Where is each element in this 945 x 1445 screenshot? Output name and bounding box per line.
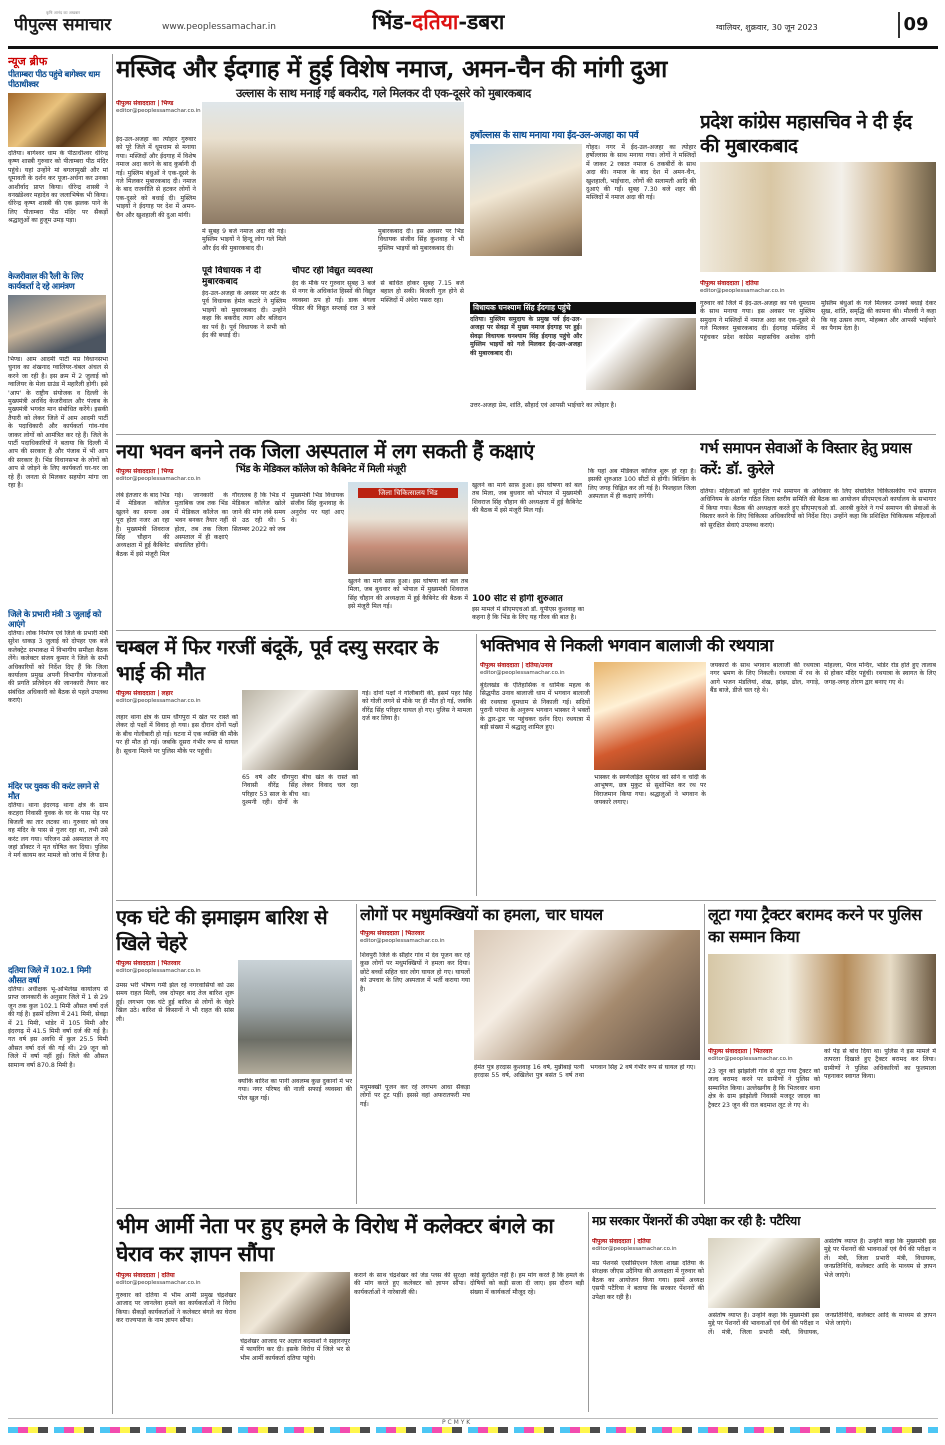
s10-body: गुरुवार को दतिया में भीम आर्मी प्रमुख चंद्रशेखर आजाद पर जानलेवा हमले का कार्यकर्ताओं ने विरोध किया। सैकड़ों कार्यकर्ताओं ने कलेक्टर बंगले का घेराव कर राज्यपाल के नाम ज्ञापन सौंपा। [116, 1292, 236, 1325]
story-tractor [708, 904, 936, 1204]
brief-head-3: जिले के प्रभारी मंत्री 3 जुलाई को आएंगे [8, 610, 101, 630]
s3-sub-body: इस मामले में सीएमएचओ डॉ. यूपीएस कुशवाह का कहना है कि भिंड के लिए यह गौरव की बात है। [472, 606, 584, 622]
column-divider [112, 54, 113, 1414]
s3-place: भिण्ड [161, 468, 174, 475]
s6-email[interactable]: editor@peoplessamachar.co.in [480, 670, 565, 676]
s3-col2: गौरतलब है कि भिंड में मेडिकल कॉलेज खोले जाने की मांग लंबे समय से उठ रही थी। 5 सितम्बर 2022 को जब मुख्यमंत्री भिंड विधायक संजीव सिंह कुशवाह के अनुरोध पर यहां आए थे। [232, 492, 344, 533]
s1c-box [470, 130, 696, 430]
column-divider-2 [476, 634, 477, 896]
s9-byline: पीपुल्स संवाददाता [708, 1048, 748, 1055]
s1-photo-cap: मुबारकबाद दी। इस अवसर पर भिंड विधायक संजीव सिंह कुशवाह ने भी मुस्लिम भाइयों को मुबारकबाद दी। [378, 228, 464, 252]
s8-place: भितरवार [405, 930, 425, 937]
s9-photo [708, 954, 936, 1044]
rule-h1 [116, 434, 936, 435]
s3-byline: पीपुल्स संवाददाता [116, 468, 156, 475]
s6-byline: पीपुल्स संवाददाता [480, 662, 520, 669]
s10-byline: पीपुल्स संवाददाता [116, 1272, 156, 1279]
s11-headline: मप्र सरकार पेंशनरों की उपेक्षा कर रही है: पटैरिया [592, 1213, 800, 1228]
brief-body-2: भिण्ड। आम आदमी पार्टी मप्र विधानसभा चुनाव का शंखनाद ग्वालियर-चंबल अंचल से करने जा रही है। इस क्रम में 2 जुलाई को ग्वालियर के मेला ग्राउंड में महारैली होगी। इसे 'आप' के राष्ट्रीय संयोजक व दिल्ली के मुख्यमंत्री अरविंद केजरीवाल और पंजाब के मुख्यमंत्री भगवंत मान संबोधित करेंगे। इसकी तैयारी को लेकर जिले में आम आदमी पार्टी के पदाधिकारी और कार्यकर्ता गांव-गांव जाकर लोगों को आमंत्रित कर रहे हैं। जिले के पार्टी पदाधिकारियों ने बताया कि दिल्ली में आप की सरकार है और पंजाब में भी आप की सरकार है। भिंड विधानसभा के लोगों को आप से जोड़ने के लिए कार्यकर्ता घर-घर जा रहे हैं। जनता से मिलकर सहयोग मांगा जा रहा है। [8, 356, 108, 490]
s1-byline: पीपुल्स संवाददाता [116, 100, 156, 107]
s6-col3: जयकारों के साथ भगवान बालाजी की रथयात्रा नगर भ्रमण के लिए निकली। रथयात्रा में रथ के आगे भजन मंडलियां, शंख, झांझ, ढोल, नगाड़े, बैंड बाजे, डीजे चल रहे थे। [710, 662, 820, 695]
s1b-sub: चौपट रही विद्युत व्यवस्था [292, 266, 373, 276]
story-bhim-army [116, 1212, 584, 1412]
newsbrief-label: न्यूज ब्रीफ [8, 55, 48, 68]
s9-col2: को पेड़ से बांध दिया था। पुलिस ने इस मामले में तत्परता दिखाते हुए ट्रैक्टर बरामद कर लिया। ग्रामीणों ने पुलिस अधिकारियों का फूलमाला पहनाकर स्वागत किया। [824, 1048, 936, 1081]
s1-sub: पूर्व विधायक ने दी मुबारकबाद [202, 266, 261, 287]
s11-photo [708, 1238, 820, 1308]
s7-photo [238, 960, 352, 1074]
s1-place: भिण्ड [161, 100, 174, 107]
color-strip [8, 1427, 938, 1433]
s5-headline: चम्बल में फिर गरजीं बंदूकें, पूर्व दस्यु सरदार के भाई की मौत [116, 635, 438, 685]
masthead-logo[interactable] [14, 10, 154, 38]
s4-headline: गर्भ समापन सेवाओं के विस्तार हेतु प्रयास करें: डॉ. कुरेले [700, 439, 912, 478]
s1c-photo [470, 144, 582, 256]
s10-meta: पीपुल्स संवाददाता | दतिया editor@peoplessamachar.co.in [116, 1272, 236, 1287]
s9-email[interactable]: editor@peoplessamachar.co.in [708, 1056, 793, 1062]
logo-tag: कृषि आनंद का अखबार [46, 10, 81, 15]
s5-photo [242, 690, 358, 770]
s6-photo [594, 662, 706, 770]
s7-meta: पीपुल्स संवाददाता | भितरवार editor@peoplessamachar.co.in [116, 960, 236, 975]
story-bees [360, 904, 700, 1204]
section-title [372, 8, 582, 38]
cmyk-codes: P C M Y K [438, 1419, 474, 1426]
website[interactable]: www.peoplessamachar.in [162, 22, 276, 32]
brief-head-4: मंदिर पर युवक की करंट लगने से मौत [8, 782, 99, 802]
newsbrief-column [8, 54, 108, 1414]
masthead-rule [8, 46, 938, 49]
s10-col2: चंद्रशेखर आजाद पर अज्ञात बदमाशों ने सहारनपुर में फायरिंग कर दी। इसके विरोध में जिले भर से भीम आर्मी कार्यकर्ता दतिया पहुंचे। [240, 1338, 350, 1362]
section-part-2: दतिया [412, 9, 459, 34]
page-number: 09 [898, 12, 932, 38]
s5-email[interactable]: editor@peoplessamachar.co.in [116, 698, 201, 704]
s8-col3: मधुमक्खी पूजन कर रहे लगभग आधा सैकड़ा लोगों पर टूट पड़ीं। इससे वहां अफरातफरी मच गई। [360, 1084, 470, 1108]
s2-meta: पीपुल्स संवाददाता | दतिया editor@peoplessamachar.co.in [700, 280, 820, 295]
column-divider-3 [356, 904, 357, 1204]
story-medical [116, 438, 696, 626]
s1c-desc [470, 260, 696, 306]
s3-col4: कि यहां अब मेडिकल कॉलेज शुरू हो रहा है। इसकी शुरुआत 100 सीटों से होगी। बिल्डिंग के लिए जगह चिह्नित कर ली गई है। फिलहाल जिला अस्पताल में ही कक्षाएं लगेंगी। [588, 468, 696, 501]
column-divider-4 [704, 904, 705, 1204]
s8-headline: लोगों पर मधुमक्खियों का हमला, चार घायल [360, 905, 603, 924]
s7-headline: एक घंटे की झमाझम बारिश से खिले चेहरे [116, 905, 328, 955]
dateline: ग्वालियर, शुक्रवार, 30 जून 2023 [716, 23, 818, 32]
s3-body: लंबे इंतजार के बाद भिंड में मेडिकल कॉलेज खुलने का सपना अब पूरा होता नजर आ रहा है। मुख्यमंत्री शिवराज सिंह चौहान की अध्यक्षता में हुई कैबिनेट बैठक में इसे मंजूरी मिल गई। जानकारी के मुताबिक जब तक भिंड में मेडिकल कॉलेज का भवन बनकर तैयार नहीं होता, तब तक जिला अस्पताल में ही कक्षाएं संचालित होंगी। [116, 492, 228, 558]
s3-photo-hospital [348, 482, 468, 574]
s8-byline: पीपुल्स संवाददाता [360, 930, 400, 937]
story-chambal [116, 634, 472, 896]
s8-meta: पीपुल्स संवाददाता | भितरवार editor@peoplessamachar.co.in [360, 930, 480, 945]
s2-photo [700, 162, 936, 272]
s11-col2: असंतोष व्याप्त है। उन्होंने कहा कि मुख्यमंत्री इस मुद्दे पर पेंशनरों की भावनाओं एवं धैर्य की परीक्षा न लें। मंत्री, जिला प्रभारी मंत्री, विधायक, जनप्रतिनिधि, कलेक्टर आदि के माध्यम से ज्ञापन भेजे जाएंगे। [708, 1312, 936, 1336]
s11-meta: पीपुल्स संवाददाता | दतिया editor@peoplessamachar.co.in [592, 1238, 712, 1253]
section-part-3: -डबरा [458, 9, 505, 34]
s7-email[interactable]: editor@peoplessamachar.co.in [116, 968, 201, 974]
s3-meta: पीपुल्स संवाददाता | भिण्ड editor@peoplessamachar.co.in [116, 468, 234, 483]
s6-place: दतिया/उनाव [525, 662, 553, 669]
s10-photo [240, 1272, 350, 1334]
s3-email[interactable]: editor@peoplessamachar.co.in [116, 476, 201, 482]
s6-headline: भक्तिभाव से निकली भगवान बालाजी की रथयात्रा [480, 636, 773, 656]
s2-body: गुरुवार को जिले में ईद-उल-अजहा का पर्व धूमधाम के साथ मनाया गया। इस अवसर पर मुस्लिम समुदाय ने मस्जिदों में नमाज अदा कर एक-दूसरे से गले मिलकर मुबारकबाद दी। ईदगाह मस्जिद में पहुंचकर प्रदेश कांग्रेस महासचिव अशोक दांगी मुस्लिम बंधुओं के गले मिलकर उनको बधाई देकर सुख, शांति, समृद्धि की कामना की। मौलवी ने कहा कि यह उत्सव त्याग, मोहब्बत और आपसी भाईचारे का पैगाम देता है। [700, 300, 936, 341]
s11-col2-top: असंतोष व्याप्त है। उन्होंने कहा कि मुख्यमंत्री इस मुद्दे पर पेंशनरों की भावनाओं एवं धैर्य की परीक्षा न लें। मंत्री, जिला प्रभारी मंत्री, विधायक, जनप्रतिनिधि, कलेक्टर आदि के माध्यम से ज्ञापन भेजे जाएंगे। [824, 1238, 936, 1279]
s1-col2: में सुबह 9 बजे नमाज अदा की गई। मुस्लिम भाइयों ने हिन्दू लोग गले मिले और ईद की मुबारकबाद दी। [202, 228, 286, 252]
s6-meta: पीपुल्स संवाददाता | दतिया/उनाव editor@peoplessamachar.co.in [480, 662, 600, 677]
s10-email[interactable]: editor@peoplessamachar.co.in [116, 1280, 201, 1286]
s7-col2: क्योंकि बारिश का पानी अवलम्ब कुछ दुकानों में भर गया। नगर परिषद की नाली सफाई व्यवस्था की पोल खुल गई। [238, 1078, 352, 1102]
s11-byline: पीपुल्स संवाददाता [592, 1238, 632, 1245]
section-part-1: भिंड- [372, 9, 413, 34]
s5-byline: पीपुल्स संवाददाता [116, 690, 156, 697]
s2-headline: प्रदेश कांग्रेस महासचिव ने दी ईद की मुबारकबाद [700, 111, 912, 157]
brief-body-3: दतिया। लोक निर्माण एवं जिले के प्रभारी मंत्री सुरेश धाकड़ 3 जुलाई को दोपहर एक बजे कलेक्ट्रेट सभाकक्ष में विभागीय समीक्षा बैठक लेंगे। कलेक्टर संजय कुमार ने जिले के सभी अधिकारियों को निर्देश दिए हैं कि जिला कार्यालय प्रमुख अपनी विभागीय योजनाओं की प्रगति प्रतिवेदन की जानकारी तैयार कर संबंधित अधिकारी को बैठक से पहले उपलब्ध कराएं। [8, 630, 108, 705]
s7-body: उमस भरी भीषण गर्मी झेल रहे नगरवासियों को उस समय राहत मिली, जब दोपहर बाद तेज बारिश शुरू हुई। लगभग एक घंटे हुई बारिश से लोगों के चेहरे खिल उठे। बारिश से किसानों ने भी राहत की सांस ली। [116, 982, 234, 1023]
s1-headline: मस्जिद और ईदगाह में हुई विशेष नमाज, अमन-चैन की मांगी दुआ [116, 54, 667, 83]
s1c-body: गोहद। नगर में ईद-उल-अजहा का त्योहार हर्षोल्लास के साथ मनाया गया। लोगों ने मस्जिदों में जाकर 2 रकात नमाज 6 तकबीरों के साथ अदा की। नमाज के बाद देश में अमन-चैन, खुशहाली, भाईचारा, लोगों की सलामती आदि की दुआएं की गईं। सुबह 7.30 बजे शहर की मस्जिदों में नमाज अदा की गई। [586, 144, 696, 202]
rule-h3 [116, 900, 936, 901]
s10-col4: कोई सुरक्षित नहीं है। हम मांग करते हैं कि हमले के दोषियों को कड़ी सजा दी जाए। इस दौरान बड़ी संख्या में कार्यकर्ता मौजूद रहे। [470, 1272, 584, 1296]
s8-photo [474, 930, 700, 1060]
s1c-head: हर्षोल्लास के साथ मनाया गया ईद-उल-अजहा का पर्व [470, 130, 639, 141]
s11-body: मप्र पेंशनर्स एसोसिएशन जिला शाखा दतिया के संरक्षक जीएस उदैनिया की अध्यक्षता में गुरुवार को बैठक का आयोजन किया गया। इसमें अध्यक्ष एसपी पटैरिया ने बताया कि सरकार पेंशनरों की उपेक्षा कर रही है। [592, 1260, 704, 1301]
s1c-photo-2 [586, 318, 696, 390]
s2-byline: पीपुल्स संवाददाता [700, 280, 740, 287]
s9-place: भितरवार [753, 1048, 773, 1055]
s3-col3b: खुलने का मार्ग साफ़ हुआ। इस घोषणा को बल तब मिला, जब बुधवार को भोपाल में मुख्यमंत्री शिवराज सिंह चौहान की अध्यक्षता में हुई कैबिनेट की बैठक में इसे मंजूरी मिल गई। [472, 482, 582, 515]
s2-email[interactable]: editor@peoplessamachar.co.in [700, 288, 785, 294]
s3-deck: भिंड के मेडिकल कॉलेज को कैबिनेट में मिली मंजूरी [236, 464, 406, 475]
paper-name: पीपुल्स समाचार [14, 15, 112, 35]
s10-headline: भीम आर्मी नेता पर हुए हमले के विरोध में कलेक्टर बंगले का घेराव कर ज्ञापन सौंपा [116, 1213, 554, 1266]
s6-body: बुंदेलखंड के ऐतिहासिक व धार्मिक महत्व के सिद्धपीठ उनाव बालाजी धाम में भगवान बालाजी की रथयात्रा धूमधाम से निकाली गई। सदियों पुरानी परंपरा के अनुरूप भगवान भास्कर ने भक्तों के द्वार-द्वार पर पहुंचकर दर्शन दिए। रथयात्रा में बड़ी संख्या में श्रद्धालु शामिल हुए। [480, 682, 590, 732]
s1c-caption-body: दतिया। मुस्लिम समुदाय के प्रमुख पर्व ईद-उल-अजहा पर सेवढ़ा में मुख्य नमाज ईदगाह पर हुई। सेवढ़ा विधायक घनश्याम सिंह ईदगाह पहुंचे और मुस्लिम भाइयों को गले मिलकर ईद-उल-अजहा की मुबारकबाद दी। [470, 316, 582, 357]
s6-col2: भास्कर के स्वर्णजड़ित सूर्यरथ को सोने व चांदी के आभूषण, छत्र मुकुट से सुशोभित कर रथ पर विराजमान किया गया। श्रद्धालुओं ने भगवान के जयकारे लगाए। [594, 774, 706, 807]
s9-body: 23 जून को झांझोली गांव से लूटा गया ट्रैक्टर को जल्द बरामद करने पर ग्रामीणों ने पुलिस को सम्मानित किया। उल्लेखनीय है कि भितरवार थाना क्षेत्र के ग्राम झांझोली निवासी मजदूर जादव का ट्रैक्टर 23 जून की रात बदमाश लूट ले गए थे। [708, 1068, 820, 1109]
s5-col2: 65 वर्ष और धौंगपुरा निवासी वीरेंद्र सिंह परिहार 53 साल के बीच दुश्मनी रही। दोनों के बीच खेत के रास्ते को लेकर विवाद चल रहा था। [242, 774, 358, 807]
s3-headline: नया भवन बनने तक जिला अस्पताल में लग सकती हैं कक्षाएं [116, 439, 534, 463]
s5-body: लहार थाना क्षेत्र के ग्राम धौंगपुरा में खेत पर रास्ते को लेकर दो पक्षों में विवाद हो गया। इस दौरान दोनों पक्षों के बीच गोलीबारी हो गई। घटना में एक व्यक्ति की मौके पर ही मौत हो गई। जबकि दूसरा गंभीर रूप से घायल है। सूचना मिलने पर पुलिस मौके पर पहुंची। [116, 714, 238, 755]
s11-email[interactable]: editor@peoplessamachar.co.in [592, 1246, 677, 1252]
s5-meta: पीपुल्स संवाददाता | लहार editor@peoplessamachar.co.in [116, 690, 236, 705]
s10-col3: कराने के साथ चंद्रशेखर को जेड प्लस की सुरक्षा की मांग करते हुए कलेक्टर को ज्ञापन सौंपा। कार्यकर्ताओं ने नारेबाजी की। [354, 1272, 466, 1296]
s3-sign: जिला चिकित्सालय भिंड [358, 488, 458, 498]
s8-email[interactable]: editor@peoplessamachar.co.in [360, 938, 445, 944]
s9-headline: लूटा गया ट्रैक्टर बरामद करने पर पुलिस का सम्मान किया [708, 905, 922, 946]
story-rain [116, 904, 352, 1204]
s10-place: दतिया [161, 1272, 175, 1279]
s2-place: दतिया [745, 280, 759, 287]
story-cmho [700, 438, 936, 626]
s8-body: शिवपुरी जिले के सीहोर गांव में देव पूजन कर रहे कुछ लोगों पर मधुमक्खियों ने हमला कर दिया। छोटे बच्चों सहित चार लोग घायल हो गए। घायलों को उपचार के लिए अस्पताल में भर्ती कराया गया है। [360, 952, 470, 993]
s6-col4: मोहल्ला, भैरव मन्दिर, भांडेर रोड होते हुए तालाब से होकर मंदिर पहुंची। रथयात्रा के स्वागत के लिए जगह-जगह तोरण द्वार बनाए गए थे। [824, 662, 936, 686]
s1-photo-crowd [202, 102, 464, 224]
brief-head-2: केजरीवाल की रैली के लिए कार्यकर्ता दे रहे आमंत्रण [8, 272, 83, 292]
column-divider-5 [588, 1212, 589, 1412]
story-congress [700, 110, 936, 430]
brief-head-5: दतिया जिले में 102.1 मिमी औसत वर्षा [8, 966, 91, 986]
s1b-body: ईद के मौके पर गुरुवार सुबह 3 बजे से नगर के अधिकांश हिस्सों की विद्युत व्यवस्था ठप हो गई। डाक बंगला फीडर की विद्युत सप्लाई रात 3 बजे से बाधित होकर सुबह 7.15 बजे बहाल हो सकी। बिजली गुल होने से मस्जिदों में अंधेरा पसरा रहा। [292, 280, 464, 313]
s1-deck: उल्लास के साथ मनाई गई बकरीद, गले मिलकर दी एक-दूसरे को मुबारकबाद [236, 86, 531, 100]
s1-body: ईद-उल-अजहा का त्योहार गुरुवार को पूरे जिले में धूमधाम से मनाया गया। मस्जिदों और ईदगाह में विशेष नमाज अदा करने के बाद कुर्बानी दी गई। मुस्लिम बंधुओं ने एक-दूसरे के गले मिलकर मुबारकबाद दी। नमाज के बाद राजनीति से हटकर लोगों ने एक-दूसरे को बधाई दी। मुस्लिम भाइयों ने ईदगाह पर देश में अमन-चैन और खुशहाली की दुआ मांगी। [116, 136, 196, 219]
s1-sub-body: ईद-उल-अजहा के अवसर पर अटेर के पूर्व विधायक हेमंत कटारे ने मुस्लिम भाइयों को मुबारकबाद दी। उन्होंने कहा कि बकरीद त्याग और बलिदान का पर्व है। पूर्व विधायक ने सभी को ईद की बधाई दी। [202, 290, 286, 340]
s5-col3: गई। दोनों पक्षों ने गोलीबारी की, इसमें पहर सिंह को गोली लगने से मौके पर ही मौत हो गई, जबकि वीरेंद्र सिंह परिहार घायल हो गए। पुलिस ने मामला दर्ज कर लिया है। [362, 690, 472, 723]
s3-sub: 100 सीट से होगी शुरुआत [472, 594, 563, 604]
s1-meta: पीपुल्स संवाददाता | भिण्ड editor@peoplessamachar.co.in [116, 100, 246, 126]
masthead [0, 0, 945, 46]
story-pensioners [592, 1212, 936, 1412]
rule-h2 [116, 630, 936, 631]
s3-col3: खुलने का मार्ग साफ़ हुआ। इस घोषणा को बल तब मिला, जब बुधवार को भोपाल में मुख्यमंत्री शिवराज सिंह चौहान की अध्यक्षता में हुई कैबिनेट की बैठक में इसे मंजूरी मिल गई। [348, 578, 468, 611]
s7-place: भितरवार [161, 960, 181, 967]
s4-body: दतिया। महिलाओं को सुरक्षित गर्भ समापन के अधिकार के लिए संचालित चिकित्सकीय गर्भ समापन अधिनियम के अंतर्गत गठित जिला स्तरीय समिति की बैठक का आयोजन सीएमएचओ कार्यालय के सभागार में किया गया। बैठक की अध्यक्षता करते हुए सीएमएचओ डॉ. आरबी कुरेले ने गर्भ समापन की सेवाओं के विस्तार करने के लिए चिकित्सा अधिकारियों को निर्देश दिए। उन्होंने कहा कि प्रशिक्षित चिकित्सक महिलाओं को सुरक्षित सेवाएं उपलब्ध कराएं। [700, 488, 936, 529]
brief-head-1: पीताम्बरा पीठ पहुंचे बागेश्वर धाम पीठाधीश्वर [8, 70, 100, 90]
story-eid [116, 54, 696, 430]
brief-body-4: दतिया। थाना इंदरगढ़ थाना क्षेत्र के ग्राम कटहरा निवासी युवक के घर के पास पेड़ पर बिजली का तार लटका था। गुरुवार को जब वह मंदिर के पास से गुजर रहा था, तभी उसे करंट लग गया। परिजन उसे अस्पताल ले गए जहां डॉक्टर ने मृत घोषित कर दिया। पुलिस ने मर्ग कायम कर मामले को जांच में लिया है। [8, 802, 108, 860]
s9-meta: पीपुल्स संवाददाता | भितरवार editor@peoplessamachar.co.in [708, 1048, 828, 1063]
s1c-photo-note: उत्तर-अजहा प्रेम, शांति, सौहार्द एवं आपसी भाईचारे का त्योहार है। [470, 402, 617, 409]
brief-photo-2 [8, 295, 106, 353]
s1-email[interactable]: editor@peoplessamachar.co.in [116, 108, 201, 114]
s8-col2: हेमंत पुत्र हरदास कुशवाह 16 वर्ष, मुन्नीबाई पत्नी हरदास 55 वर्ष, अखिलेश पुत्र बसंत 5 वर्ष तथा भगवान सिंह 2 वर्ष गंभीर रूप से घायल हो गए। [474, 1064, 696, 1080]
brief-body-5: दतिया। अधीक्षक भू-अभिलेख कार्यालय से प्राप्त जानकारी के अनुसार जिले में 1 से 29 जून तक कुल 102.1 मिमी औसत वर्षा दर्ज की गई है। इसमें दतिया में 241 मिमी, सेवढ़ा में 21 मिमी, भांडेर में 105 मिमी और इंदरगढ़ में 41.5 मिमी वर्षा दर्ज की गई है। गत वर्ष इस अवधि में कुल 25.5 मिमी औसत वर्षा दर्ज की गई थी। 29 जून को जिले में वर्षा नहीं हुई। जिले की औसत सामान्य वर्षा 870.8 मिमी है। [8, 986, 108, 1069]
story-balaji [480, 634, 936, 896]
s5-place: लहार [161, 690, 173, 697]
s7-byline: पीपुल्स संवाददाता [116, 960, 156, 967]
brief-photo-1 [8, 93, 106, 147]
rule-h4 [116, 1208, 936, 1209]
brief-body-1: दतिया। बागेश्वर धाम के पीठाधीश्वर धीरेन्द्र कृष्ण शास्त्री गुरुवार को पीताम्बरा पीठ मंदिर पहुंचे। यहां उन्होंने मां बगलामुखी और मां धूमावती के दर्शन कर पूजा-अर्चना कर उनका आशीर्वाद प्राप्त किया। धीरेन्द्र शास्त्री ने वनखंडेश्वर महादेव का जलाभिषेक भी किया। धीरेन्द्र कृष्ण शास्त्री की एक झलक पाने के लिए पीताम्बरा पीठ मंदिर पर सैकड़ों श्रद्धालुओं का हुजूम उमड़ पड़ा। [8, 150, 108, 225]
s11-place: दतिया [637, 1238, 651, 1245]
s1c-caption: विधायक घनश्याम सिंह ईदगाह पहुंचे [470, 302, 696, 314]
footer-bar [8, 1418, 938, 1438]
